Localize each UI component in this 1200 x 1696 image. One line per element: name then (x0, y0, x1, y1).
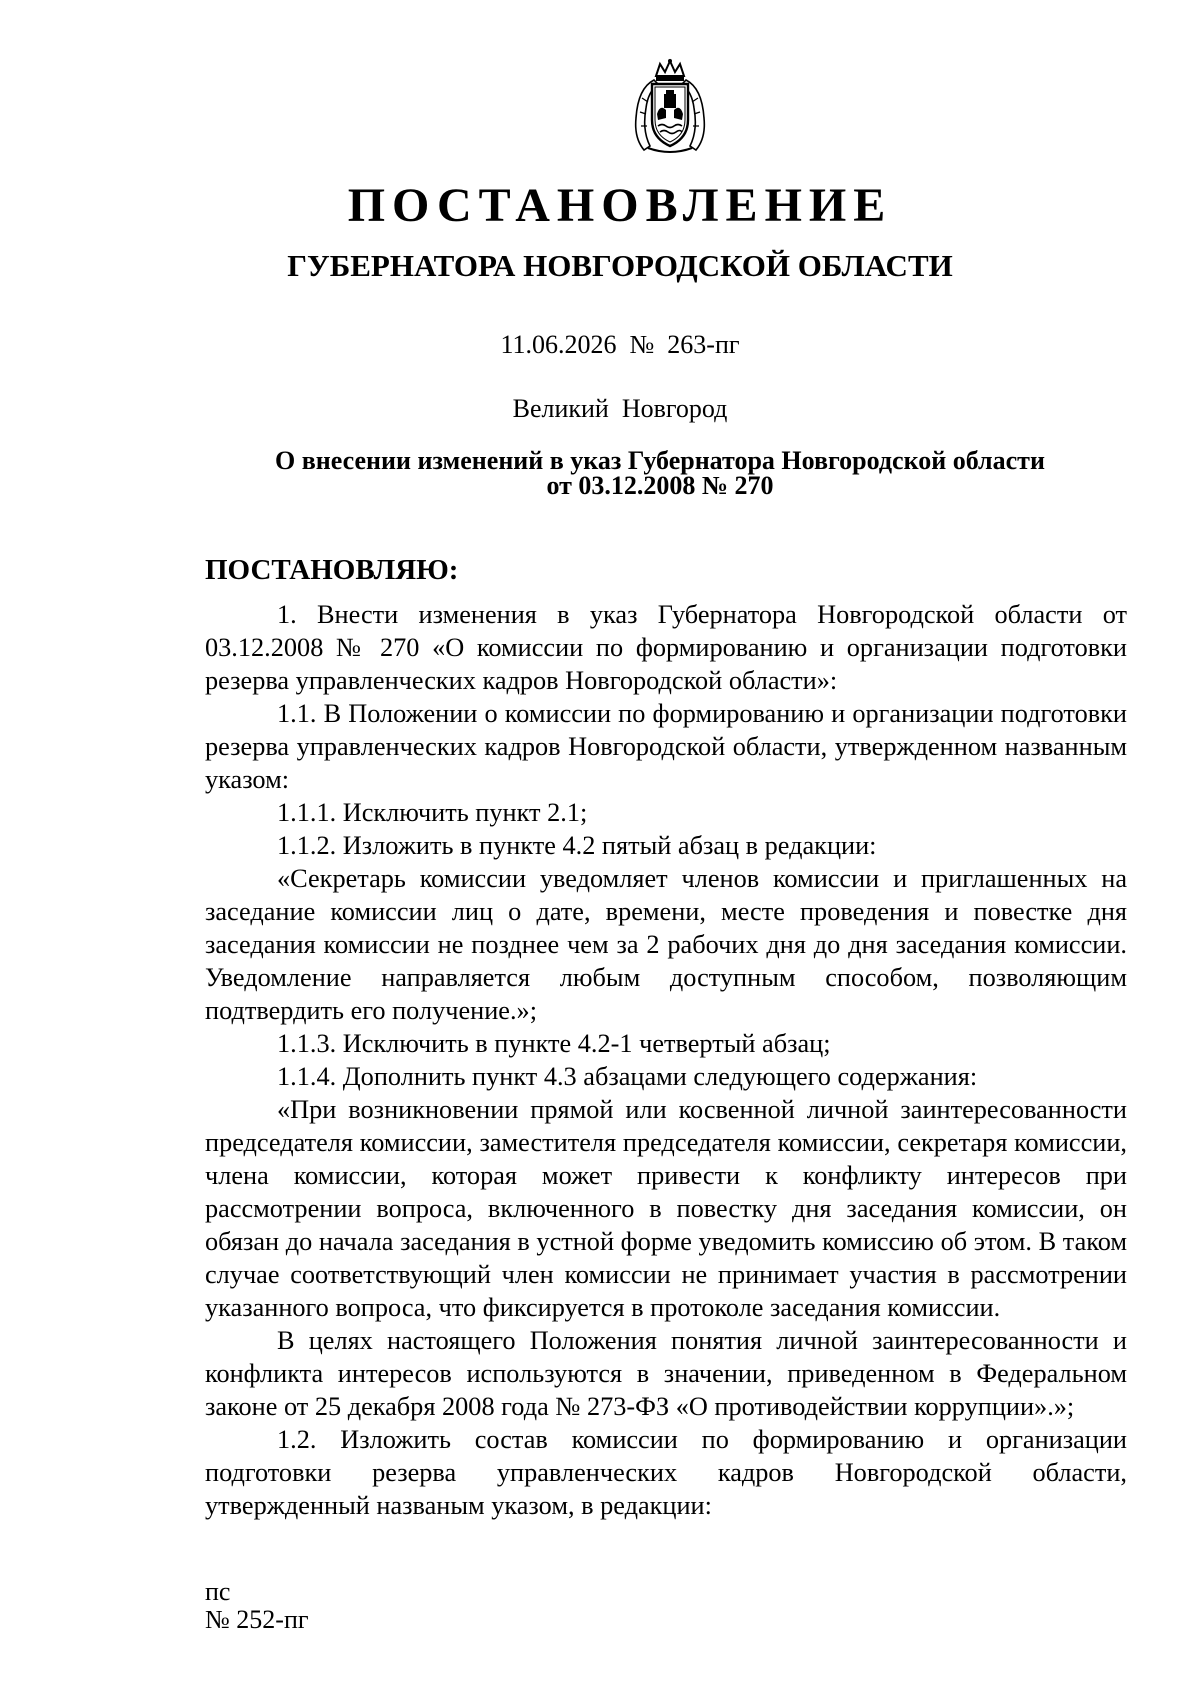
paragraph-1-1-3: 1.1.3. Исключить в пункте 4.2-1 четвертый абзац; (277, 1029, 831, 1058)
footer-line-2: № 252-пг (205, 1605, 309, 1634)
document-footer (205, 1578, 309, 1634)
footer-line-1: пс (205, 1577, 231, 1606)
subject-line-1: О внесении изменений в указ Губернатора Новгородской области (275, 446, 1045, 475)
document-body (205, 598, 1127, 1522)
paragraph-1-2: 1.2. Изложить состав комиссии по формированию и организации подготовки резерва управленческих кадров Новгородской области, утвержденный названым указом, в редакции: (205, 1425, 1127, 1520)
paragraph-1-1-1: 1.1.1. Исключить пункт 2.1; (277, 798, 588, 827)
document-subject (200, 448, 1120, 498)
paragraph-1: 1. Внести изменения в указ Губернатора Новгородской области от 03.12.2008 № 270 «О комиссии по формированию и организации подготовки резерва управленческих кадров Новгородской области»: (205, 600, 1127, 695)
document-city: Великий Новгород (512, 394, 728, 423)
paragraph-conflict-quote: «При возникновении прямой или косвенной личной заинтересованности председателя комиссии, заместителя председателя комиссии, секретаря комиссии, члена комиссии, которая может привести к конфликту интересов при рассмотрении вопроса, включенного в повестку дня заседания комиссии, он обязан до начала заседания в устной форме уведомить комиссию об этом. В таком случае соответствующий член комиссии не принимает участия в рассмотрении указанного вопроса, что фиксируется в протоколе заседания комиссии. (205, 1095, 1127, 1322)
document-subtitle: ГУБЕРНАТОРА НОВГОРОДСКОЙ ОБЛАСТИ (287, 248, 953, 283)
paragraph-1-1-2: 1.1.2. Изложить в пункте 4.2 пятый абзац в редакции: (277, 831, 877, 860)
subject-line-2: от 03.12.2008 № 270 (546, 471, 774, 500)
document-date-number: 11.06.2026 № 263-пг (500, 330, 740, 359)
paragraph-1-1: 1.1. В Положении о комиссии по формированию и организации подготовки резерва управленческих кадров Новгородской области, утвержденном названным указом: (205, 699, 1127, 794)
decree-word: ПОСТАНОВЛЯЮ: (205, 554, 459, 586)
paragraph-1-1-4: 1.1.4. Дополнить пункт 4.3 абзацами следующего содержания: (277, 1062, 978, 1091)
coat-of-arms-emblem (630, 58, 710, 156)
paragraph-definitions: В целях настоящего Положения понятия личной заинтересованности и конфликта интересов используются в значении, приведенном в Федеральном законе от 25 декабря 2008 года № 273-ФЗ «О противодействии коррупции».»; (205, 1326, 1127, 1421)
paragraph-secretary-quote: «Секретарь комиссии уведомляет членов комиссии и приглашенных на заседание комиссии лиц о дате, времени, месте проведения и повестке дня заседания комиссии не позднее чем за 2 рабочих дня до дня заседания комиссии. Уведомление направляется любым доступным способом, позволяющим подтвердить его получение.»; (205, 864, 1127, 1025)
document-title: ПОСТАНОВЛЕНИЕ (347, 179, 893, 232)
